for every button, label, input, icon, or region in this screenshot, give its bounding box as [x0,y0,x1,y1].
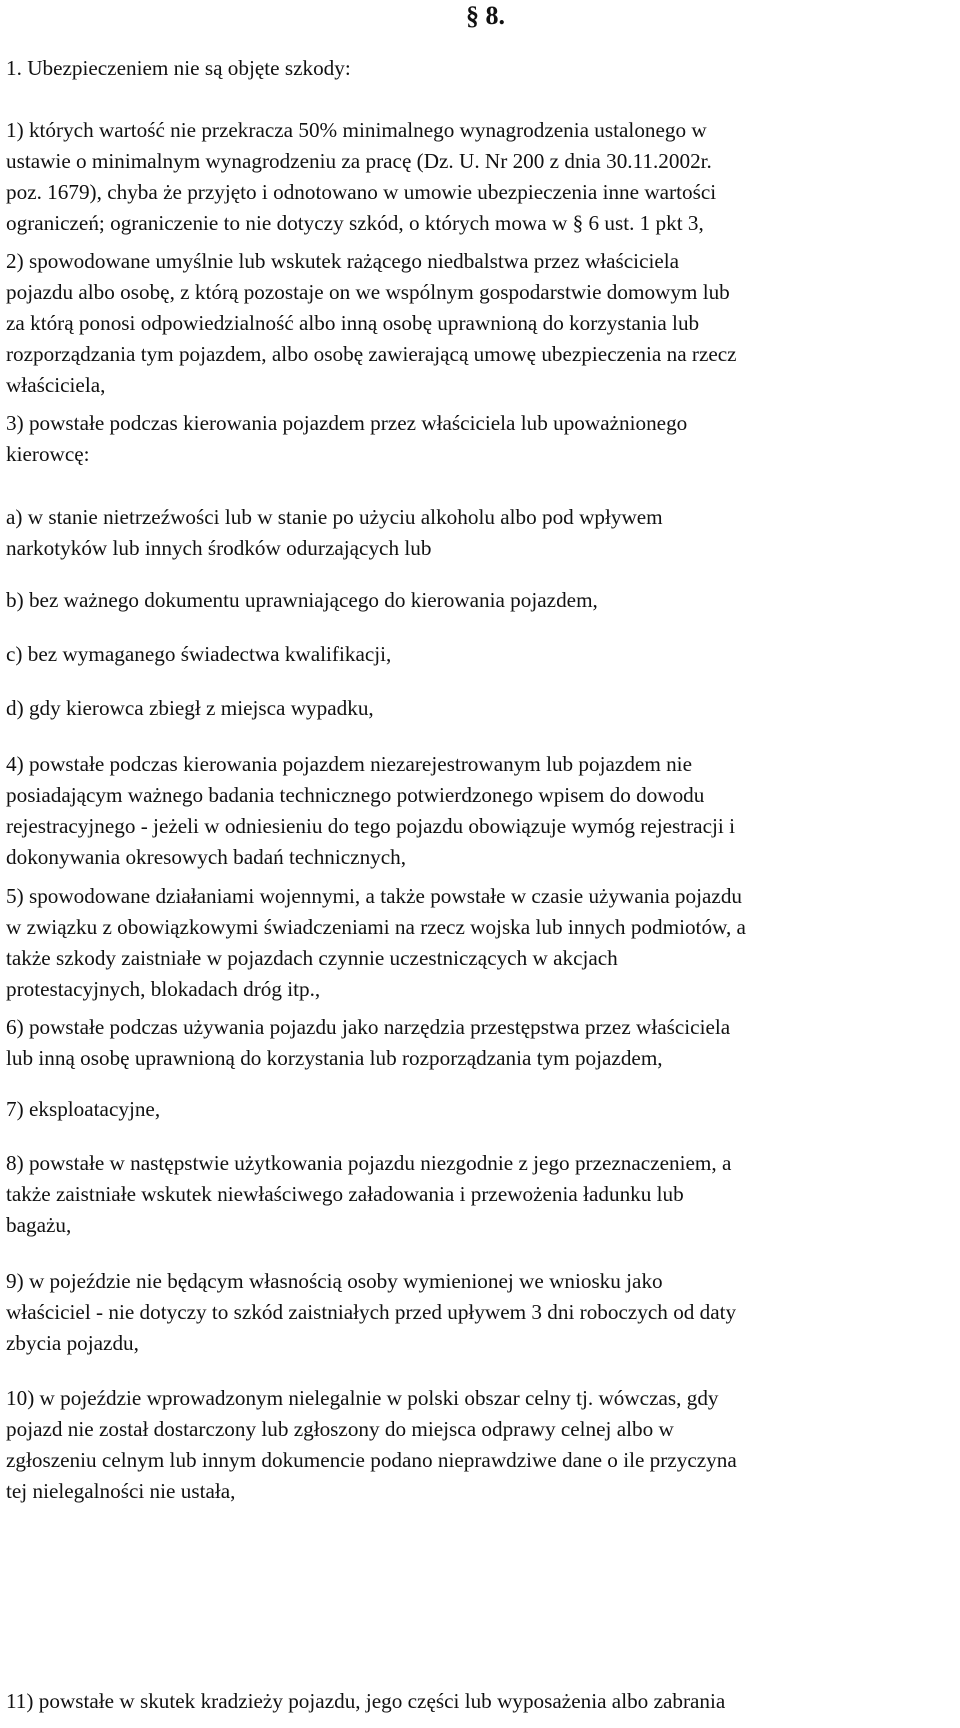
section-symbol: § [466,1,479,30]
item-3a: a) w stanie nietrzeźwości lub w stanie po użyciu alkoholu albo pod wpływem narkotyków lub innych środków odurzających lub [6,505,663,560]
item-4: 4) powstałe podczas kierowania pojazdem niezarejestrowanym lub pojazdem nie posiadającym ważnego badania technicznego potwierdzonego wpisem do dowodu rejestracyjnego - jeżeli w odniesieniu do tego pojazdu obowiązuje wymóg rejestracji i dokonywania okresowych badań technicznych, [6,752,735,869]
intro-paragraph: 1. Ubezpieczeniem nie są objęte szkody: [6,56,351,80]
item-5: 5) spowodowane działaniami wojennymi, a także powstałe w czasie używania pojazdu w związku z obowiązkowymi świadczeniami na rzecz wojska lub innych podmiotów, a także szkody zaistniałe w pojazdach czynnie uczestniczących w akcjach protestacyjnych, blokadach dróg itp., [6,884,746,1001]
item-1: 1) których wartość nie przekracza 50% minimalnego wynagrodzenia ustalonego w ustawie o minimalnym wynagrodzeniu za pracę (Dz. U. Nr 200 z dnia 30.11.2002r. poz. 1679), chyba że przyjęto i odnotowano w umowie ubezpieczenia inne wartości ograniczeń; ograniczenie to nie dotyczy szkód, o których mowa w § 6 ust. 1 pkt 3, [6,118,717,235]
item-11: 11) powstałe w skutek kradzieży pojazdu, jego części lub wyposażenia albo zabrania [6,1689,726,1713]
item-3c: c) bez wymaganego świadectwa kwalifikacji, [6,642,392,666]
item-7: 7) eksploatacyjne, [6,1097,161,1121]
section-number: 8. [485,1,505,30]
item-6: 6) powstałe podczas używania pojazdu jako narzędzia przestępstwa przez właściciela lub inną osobę uprawnioną do korzystania lub rozporządzania tym pojazdem, [6,1015,731,1070]
item-3b: b) bez ważnego dokumentu uprawniającego do kierowania pojazdem, [6,588,598,612]
item-3: 3) powstałe podczas kierowania pojazdem przez właściciela lub upoważnionego kierowcę: [6,411,688,466]
item-10: 10) w pojeździe wprowadzonym nielegalnie w polski obszar celny tj. wówczas, gdy pojazd nie został dostarczony lub zgłoszony do miejsca odprawy celnej albo w zgłoszeniu celnym lub innym dokumencie podano nieprawdziwe dane o ile przyczyna tej nielegalności nie ustała, [6,1386,737,1503]
section-heading [466,0,505,32]
item-3d: d) gdy kierowca zbiegł z miejsca wypadku, [6,696,374,720]
item-8: 8) powstałe w następstwie użytkowania pojazdu niezgodnie z jego przeznaczeniem, a także zaistniałe wskutek niewłaściwego załadowania i przewożenia ładunku lub bagażu, [6,1151,732,1237]
item-9: 9) w pojeździe nie będącym własnością osoby wymienionej we wniosku jako właściciel - nie dotyczy to szkód zaistniałych przed upływem 3 dni roboczych od daty zbycia pojazdu, [6,1269,737,1355]
item-2: 2) spowodowane umyślnie lub wskutek rażącego niedbalstwa przez właściciela pojazdu albo osobę, z którą pozostaje on we wspólnym gospodarstwie domowym lub za którą ponosi odpowiedzialność albo inną osobę uprawnioną do korzystania lub rozporządzania tym pojazdem, albo osobę zawierającą umowę ubezpieczenia na rzecz właściciela, [6,249,737,397]
